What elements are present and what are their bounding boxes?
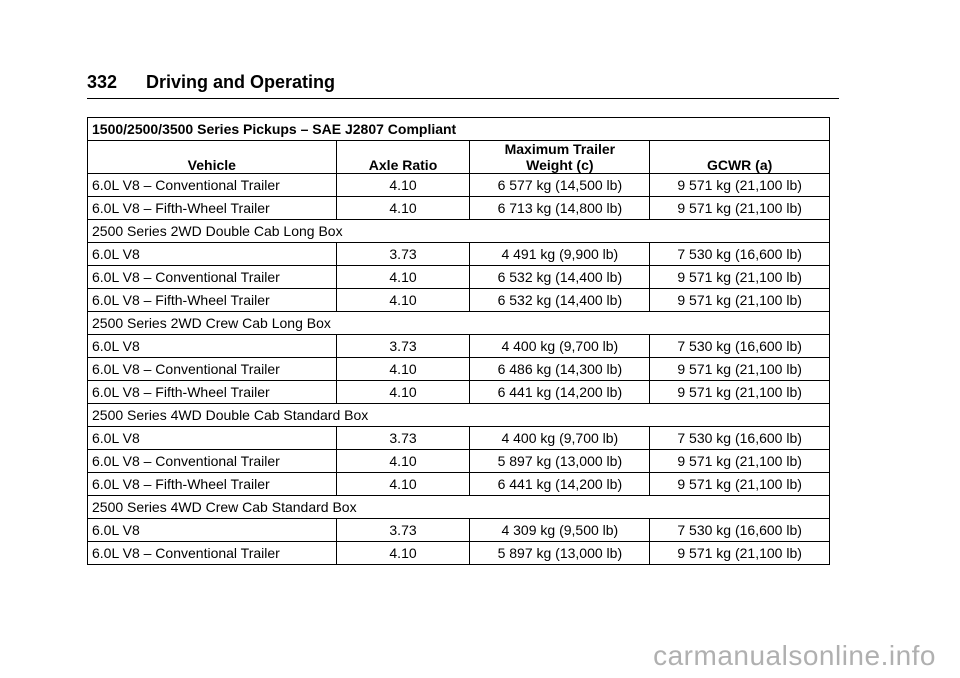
gcwr-cell: 9 571 kg (21,100 lb) (650, 542, 830, 565)
table-row (88, 266, 830, 289)
vehicle-cell: 6.0L V8 – Fifth-Wheel Trailer (88, 289, 337, 312)
table-row (88, 473, 830, 496)
gcwr-cell: 9 571 kg (21,100 lb) (650, 266, 830, 289)
axle-ratio-cell: 4.10 (336, 197, 470, 220)
table-body (88, 174, 830, 565)
table-row (88, 335, 830, 358)
col-header-vehicle: Vehicle (88, 141, 337, 174)
vehicle-cell: 6.0L V8 – Conventional Trailer (88, 174, 337, 197)
towing-spec-table (87, 117, 830, 565)
axle-ratio-cell: 3.73 (336, 335, 470, 358)
vehicle-cell: 6.0L V8 – Fifth-Wheel Trailer (88, 197, 337, 220)
max-trailer-weight-cell: 6 441 kg (14,200 lb) (470, 381, 650, 404)
group-row (88, 496, 830, 519)
gcwr-cell: 9 571 kg (21,100 lb) (650, 473, 830, 496)
group-label: 2500 Series 4WD Crew Cab Standard Box (88, 496, 830, 519)
group-label: 2500 Series 2WD Crew Cab Long Box (88, 312, 830, 335)
axle-ratio-cell: 4.10 (336, 450, 470, 473)
gcwr-cell: 7 530 kg (16,600 lb) (650, 519, 830, 542)
col-header-axle-ratio: Axle Ratio (336, 141, 470, 174)
vehicle-cell: 6.0L V8 (88, 427, 337, 450)
max-trailer-weight-cell: 6 577 kg (14,500 lb) (470, 174, 650, 197)
table-row (88, 381, 830, 404)
max-trailer-weight-cell: 5 897 kg (13,000 lb) (470, 542, 650, 565)
vehicle-cell: 6.0L V8 – Conventional Trailer (88, 450, 337, 473)
table-row (88, 358, 830, 381)
max-trailer-weight-cell: 4 491 kg (9,900 lb) (470, 243, 650, 266)
table-row (88, 519, 830, 542)
axle-ratio-cell: 4.10 (336, 542, 470, 565)
table-caption: 1500/2500/3500 Series Pickups – SAE J2807 Compliant (88, 118, 830, 141)
max-trailer-weight-cell: 6 532 kg (14,400 lb) (470, 289, 650, 312)
max-trailer-weight-cell: 4 400 kg (9,700 lb) (470, 335, 650, 358)
max-trailer-weight-cell: 4 309 kg (9,500 lb) (470, 519, 650, 542)
table-caption-row (88, 118, 830, 141)
axle-ratio-cell: 4.10 (336, 358, 470, 381)
col-header-max-trailer-weight-text: Maximum Trailer Weight (c) (504, 141, 616, 173)
gcwr-cell: 7 530 kg (16,600 lb) (650, 335, 830, 358)
axle-ratio-cell: 4.10 (336, 473, 470, 496)
vehicle-cell: 6.0L V8 – Conventional Trailer (88, 266, 337, 289)
table-row (88, 542, 830, 565)
gcwr-cell: 9 571 kg (21,100 lb) (650, 174, 830, 197)
table-row (88, 243, 830, 266)
section-title: Driving and Operating (146, 72, 336, 92)
axle-ratio-cell: 3.73 (336, 427, 470, 450)
vehicle-cell: 6.0L V8 (88, 243, 337, 266)
vehicle-cell: 6.0L V8 – Conventional Trailer (88, 542, 337, 565)
gcwr-cell: 9 571 kg (21,100 lb) (650, 289, 830, 312)
table-row (88, 174, 830, 197)
group-row (88, 220, 830, 243)
page-header (87, 70, 839, 99)
axle-ratio-cell: 3.73 (336, 519, 470, 542)
column-header-row (88, 141, 830, 174)
max-trailer-weight-cell: 6 713 kg (14,800 lb) (470, 197, 650, 220)
group-label: 2500 Series 2WD Double Cab Long Box (88, 220, 830, 243)
gcwr-cell: 9 571 kg (21,100 lb) (650, 381, 830, 404)
axle-ratio-cell: 4.10 (336, 174, 470, 197)
watermark: carmanualsonline.info (653, 640, 936, 671)
col-header-gcwr: GCWR (a) (650, 141, 830, 174)
vehicle-cell: 6.0L V8 – Conventional Trailer (88, 358, 337, 381)
gcwr-cell: 7 530 kg (16,600 lb) (650, 427, 830, 450)
vehicle-cell: 6.0L V8 (88, 519, 337, 542)
max-trailer-weight-cell: 6 532 kg (14,400 lb) (470, 266, 650, 289)
table-row (88, 450, 830, 473)
max-trailer-weight-cell: 5 897 kg (13,000 lb) (470, 450, 650, 473)
table-row (88, 197, 830, 220)
page-number: 332 (87, 72, 118, 92)
group-row (88, 404, 830, 427)
axle-ratio-cell: 4.10 (336, 289, 470, 312)
gcwr-cell: 9 571 kg (21,100 lb) (650, 197, 830, 220)
axle-ratio-cell: 3.73 (336, 243, 470, 266)
gcwr-cell: 9 571 kg (21,100 lb) (650, 450, 830, 473)
group-row (88, 312, 830, 335)
vehicle-cell: 6.0L V8 – Fifth-Wheel Trailer (88, 381, 337, 404)
table-row (88, 427, 830, 450)
max-trailer-weight-cell: 4 400 kg (9,700 lb) (470, 427, 650, 450)
table-row (88, 289, 830, 312)
vehicle-cell: 6.0L V8 – Fifth-Wheel Trailer (88, 473, 337, 496)
vehicle-cell: 6.0L V8 (88, 335, 337, 358)
gcwr-cell: 7 530 kg (16,600 lb) (650, 243, 830, 266)
group-label: 2500 Series 4WD Double Cab Standard Box (88, 404, 830, 427)
axle-ratio-cell: 4.10 (336, 266, 470, 289)
max-trailer-weight-cell: 6 486 kg (14,300 lb) (470, 358, 650, 381)
axle-ratio-cell: 4.10 (336, 381, 470, 404)
max-trailer-weight-cell: 6 441 kg (14,200 lb) (470, 473, 650, 496)
col-header-max-trailer-weight (470, 141, 650, 174)
gcwr-cell: 9 571 kg (21,100 lb) (650, 358, 830, 381)
